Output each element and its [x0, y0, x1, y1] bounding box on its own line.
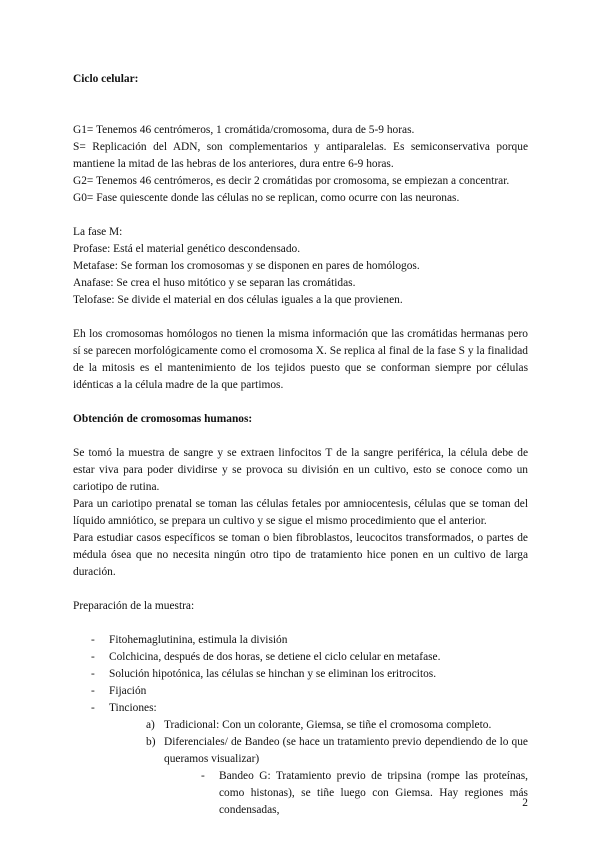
paragraph-anafase: Anafase: Se crea el huso mitótico y se separan las cromátidas.	[73, 277, 356, 289]
section-heading-ciclo-celular: Ciclo celular:	[73, 73, 139, 85]
bandeo-list	[164, 768, 528, 819]
preparation-title: Preparación de la muestra:	[73, 600, 195, 612]
preparation-list	[73, 632, 528, 819]
tinciones-list	[109, 717, 528, 819]
paragraph-especificos: Para estudiar casos específicos se toman o bien fibroblastos, leucocitos transformados, o partes de médula ósea que no necesita ningún otro tipo de tratamiento hice ponen en un cultivo de larga duración.	[73, 532, 528, 578]
paragraph-metafase: Metafase: Se forman los cromosomas y se disponen en pares de homólogos.	[73, 260, 420, 272]
list-item: - Colchicina, después de dos horas, se detiene el ciclo celular en metafase.	[73, 649, 528, 666]
paragraph-rutina: Se tomó la muestra de sangre y se extraen linfocitos T de la sangre periférica, la célula debe de estar viva para poder dividirse y se provoca su división en un cultivo, esto se conoce como un cariotipo de rutina.	[73, 447, 528, 493]
list-item: - Fitohemaglutinina, estimula la división	[73, 632, 528, 649]
paragraph-homologos: Eh los cromosomas homólogos no tienen la misma información que las cromátidas hermanas pero sí se parecen morfológicamente como el cromosoma X. Se replica al final de la fase S y la finalidad de la mitosis es el mantenimiento de los tejidos puesto que se conforman siempre por células idénticas a la célula madre de la que partimos.	[73, 328, 528, 391]
section-heading-obtencion: Obtención de cromosomas humanos:	[73, 413, 253, 425]
paragraph-g1: G1= Tenemos 46 centrómeros, 1 cromátida/cromosoma, dura de 5-9 horas.	[73, 124, 415, 136]
tincion-text: Tradicional: Con un colorante, Giemsa, se tiñe el cromosoma completo.	[164, 719, 492, 731]
tincion-marker: a)	[146, 719, 155, 731]
list-item: - Fijación	[73, 683, 528, 700]
list-item: - Solución hipotónica, las células se hinchan y se eliminan los eritrocitos.	[73, 666, 528, 683]
tincion-marker: b)	[146, 736, 156, 748]
list-item-label: Tinciones:	[109, 702, 157, 714]
paragraph-prenatal: Para un cariotipo prenatal se toman las células fetales por amniocentesis, células que se toman del líquido amniótico, se prepara un cultivo y se sigue el mismo procedimiento que el anterior.	[73, 498, 528, 527]
tincion-text: Diferenciales/ de Bandeo (se hace un tratamiento previo dependiendo de lo que queramos visualizar)	[164, 736, 528, 765]
phase-m-title: La fase M:	[73, 226, 123, 238]
paragraph-g2: G2= Tenemos 46 centrómeros, es decir 2 cromátidas por cromosoma, se empiezan a concentrar.	[73, 175, 510, 187]
paragraph-telofase: Telofase: Se divide el material en dos células iguales a la que provienen.	[73, 294, 403, 306]
tincion-item	[146, 717, 528, 734]
paragraph-g0: G0= Fase quiescente donde las células no se replican, como ocurre con las neuronas.	[73, 192, 460, 204]
page-content	[73, 71, 528, 819]
bandeo-item: - Bandeo G: Tratamiento previo de tripsina (rompe las proteínas, como histonas), se tiñe luego con Giemsa. Hay regiones más condensadas,	[199, 768, 528, 819]
paragraph-s: S= Replicación del ADN, son complementarios y antiparalelas. Es semiconservativa porque mantiene la mitad de las hebras de los anteriores, dura entre 6-9 horas.	[73, 141, 528, 170]
page-number: 2	[522, 797, 528, 809]
tincion-item	[146, 734, 528, 819]
paragraph-profase: Profase: Está el material genético descondensado.	[73, 243, 301, 255]
list-item	[73, 700, 528, 819]
